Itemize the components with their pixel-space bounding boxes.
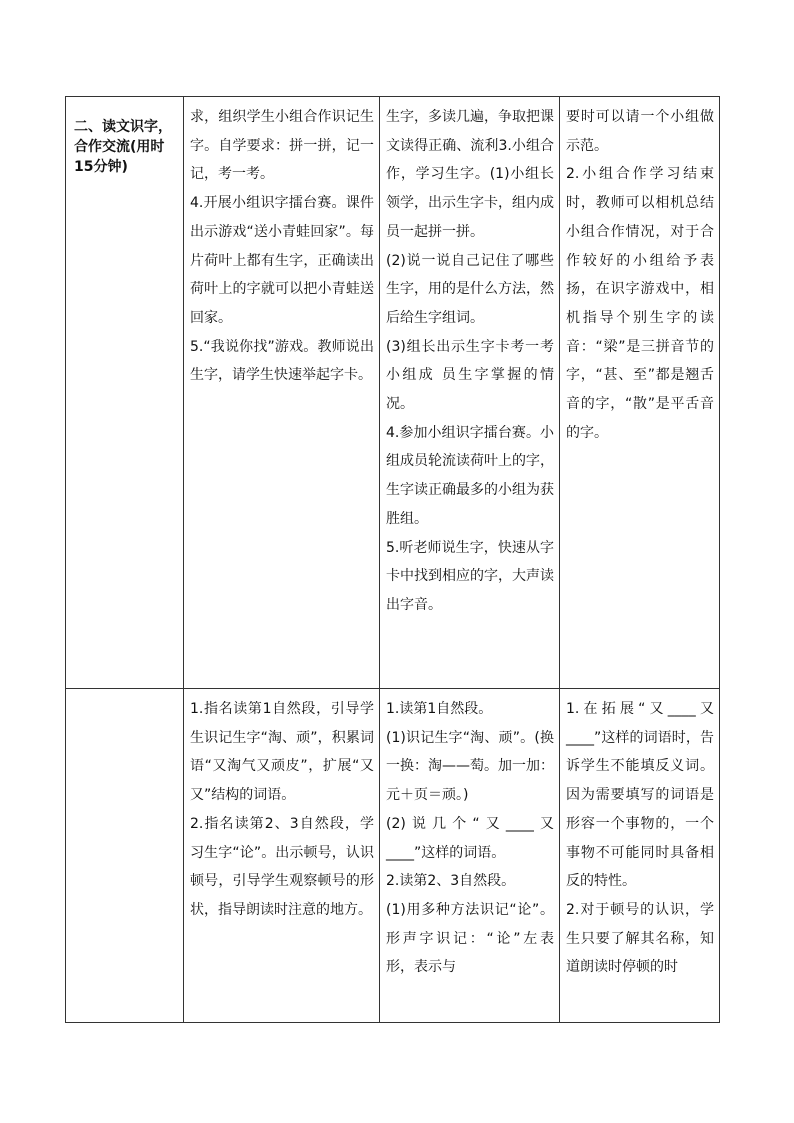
paragraph: 求，组织学生小组合作识记生字。自学要求：拼一拼，记一记，考一考。 bbox=[190, 109, 374, 183]
paragraph: 生字，多读几遍，争取把课文读得正确、流利3.小组合作，学习生字。(1)小组长领学，出示生字卡，组内成员一起拼一拼。 bbox=[386, 109, 554, 240]
paragraph: (1)用多种方法识记“论”。形声字识记：“论”左表形，表示与 bbox=[386, 901, 554, 976]
paragraph: (2)说几个“又____又____”这样的词语。 bbox=[386, 815, 554, 861]
paragraph: 4.开展小组识字擂台赛。课件出示游戏“送小青蛙回家”。每片荷叶上都有生字，正确读出荷叶上的字就可以把小青蛙送回家。 bbox=[190, 195, 374, 326]
paragraph: 1.指名读第1自然段，引导学生识记生字“淘、顽”，积累词语“又淘气又顽皮”，扩展“又又”结构的词语。 bbox=[190, 701, 374, 804]
paragraph: 要时可以请一个小组做示范。 bbox=[566, 109, 714, 154]
paragraph: 1.在拓展“又____又____”这样的词语时，告诉学生不能填反义词。因为需要填写的词语是形容一个事物的，一个事物不可能同时具备相反的特性。 bbox=[566, 701, 714, 890]
teacher-activity-cell bbox=[184, 689, 380, 1023]
paragraph: (1)识记生字“淘、顽”。(换一换：淘——萄。加一加：元＋页＝顽。) bbox=[386, 729, 554, 804]
paragraph: 5.听老师说生字，快速从字卡中找到相应的字，大声读出字音。 bbox=[386, 539, 554, 613]
teacher-activity-cell bbox=[184, 97, 380, 689]
paragraph: (3)组长出示生字卡考一考小组成 员生字掌握的情况。 bbox=[386, 338, 554, 413]
paragraph: 2.小组合作学习结束时，教师可以相机总结小组合作情况，对于合作较好的小组给予表扬，在识字游戏中，相机指导个别生字的读音：“梁”是三拼音节的字，“甚、至”都是翘舌音的字，“散”是平舌音的字。 bbox=[566, 166, 714, 441]
lesson-plan-table bbox=[65, 96, 720, 1023]
paragraph: 2.读第2、3自然段。 bbox=[386, 873, 516, 890]
paragraph: 2.指名读第2、3自然段，学习生字“论”。出示顿号，认识顿号，引导学生观察顿号的形状，指导朗读时注意的地方。 bbox=[190, 815, 374, 918]
paragraph: 5.“我说你找”游戏。教师说出生字，请学生快速举起字卡。 bbox=[190, 338, 374, 384]
paragraph: (2)说一说自己记住了哪些生字，用的是什么方法，然后给生字组词。 bbox=[386, 252, 554, 326]
student-activity-cell bbox=[380, 689, 560, 1023]
paragraph: 1.读第1自然段。 bbox=[386, 701, 493, 717]
paragraph: 2.对于顿号的认识，学生只要了解其名称，知道朗读时停顿的时 bbox=[566, 901, 714, 976]
student-activity-cell bbox=[380, 97, 560, 689]
stage-label: 二、读文识字，合作交流(用时15分钟) bbox=[66, 97, 184, 689]
table-row bbox=[66, 689, 720, 1023]
notes-cell bbox=[560, 97, 720, 689]
paragraph: 4.参加小组识字擂台赛。小组成员轮流读荷叶上的字，生字读正确最多的小组为获胜组。 bbox=[386, 424, 554, 527]
notes-cell bbox=[560, 689, 720, 1023]
table-row bbox=[66, 97, 720, 689]
stage-label bbox=[66, 689, 184, 1023]
